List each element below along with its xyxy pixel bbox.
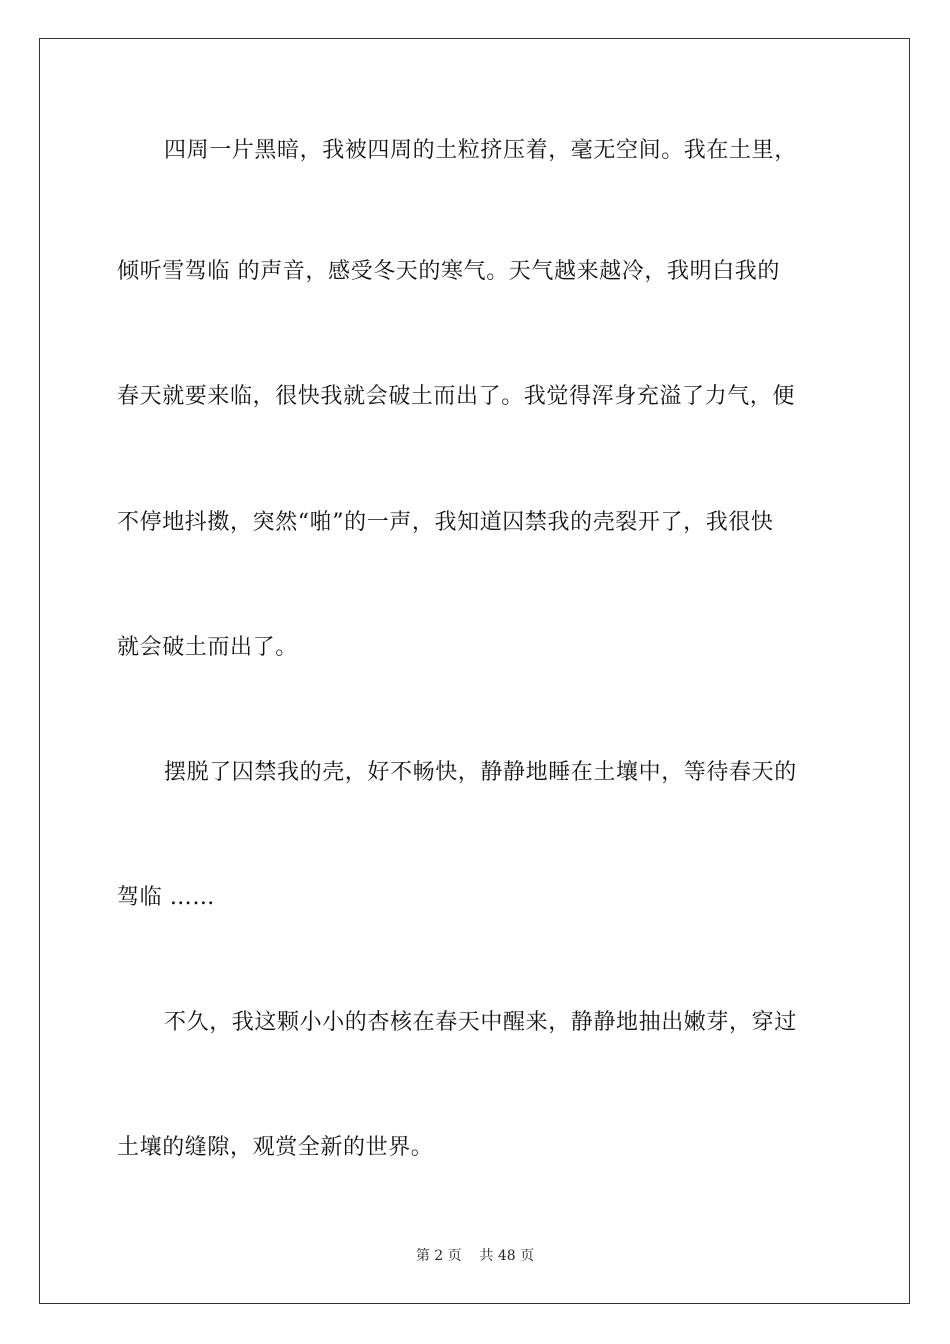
- paragraph-1-line-1: 四周一片黑暗，我被四周的土粒挤压着，毫无空间。我在土里，: [164, 138, 797, 163]
- paragraph-2-line-2: 驾临 ……: [117, 885, 215, 910]
- page-border: [39, 38, 910, 1304]
- paragraph-3-line-2: 土壤的缝隙，观赏全新的世界。: [117, 1135, 434, 1160]
- page-number-footer: 第 2 页 共 48 页: [415, 1248, 535, 1264]
- paragraph-1-line-5: 就会破土而出了。: [117, 635, 298, 660]
- paragraph-1-line-3: 春天就要来临，很快我就会破土而出了。我觉得浑身充溢了力气，便: [117, 384, 796, 409]
- paragraph-3-line-1: 不久，我这颗小小的杏核在春天中醒来，静静地抽出嫩芽，穿过: [164, 1010, 797, 1035]
- paragraph-1-line-4: 不停地抖擞，突然“啪”的一声，我知道囚禁我的壳裂开了，我很快: [117, 510, 774, 535]
- paragraph-2-line-1: 摆脱了囚禁我的壳，好不畅快，静静地睡在土壤中，等待春天的: [164, 760, 797, 785]
- paragraph-1-line-2: 倾听雪驾临 的声音，感受冬天的寒气。天气越来越冷，我明白我的: [117, 259, 780, 284]
